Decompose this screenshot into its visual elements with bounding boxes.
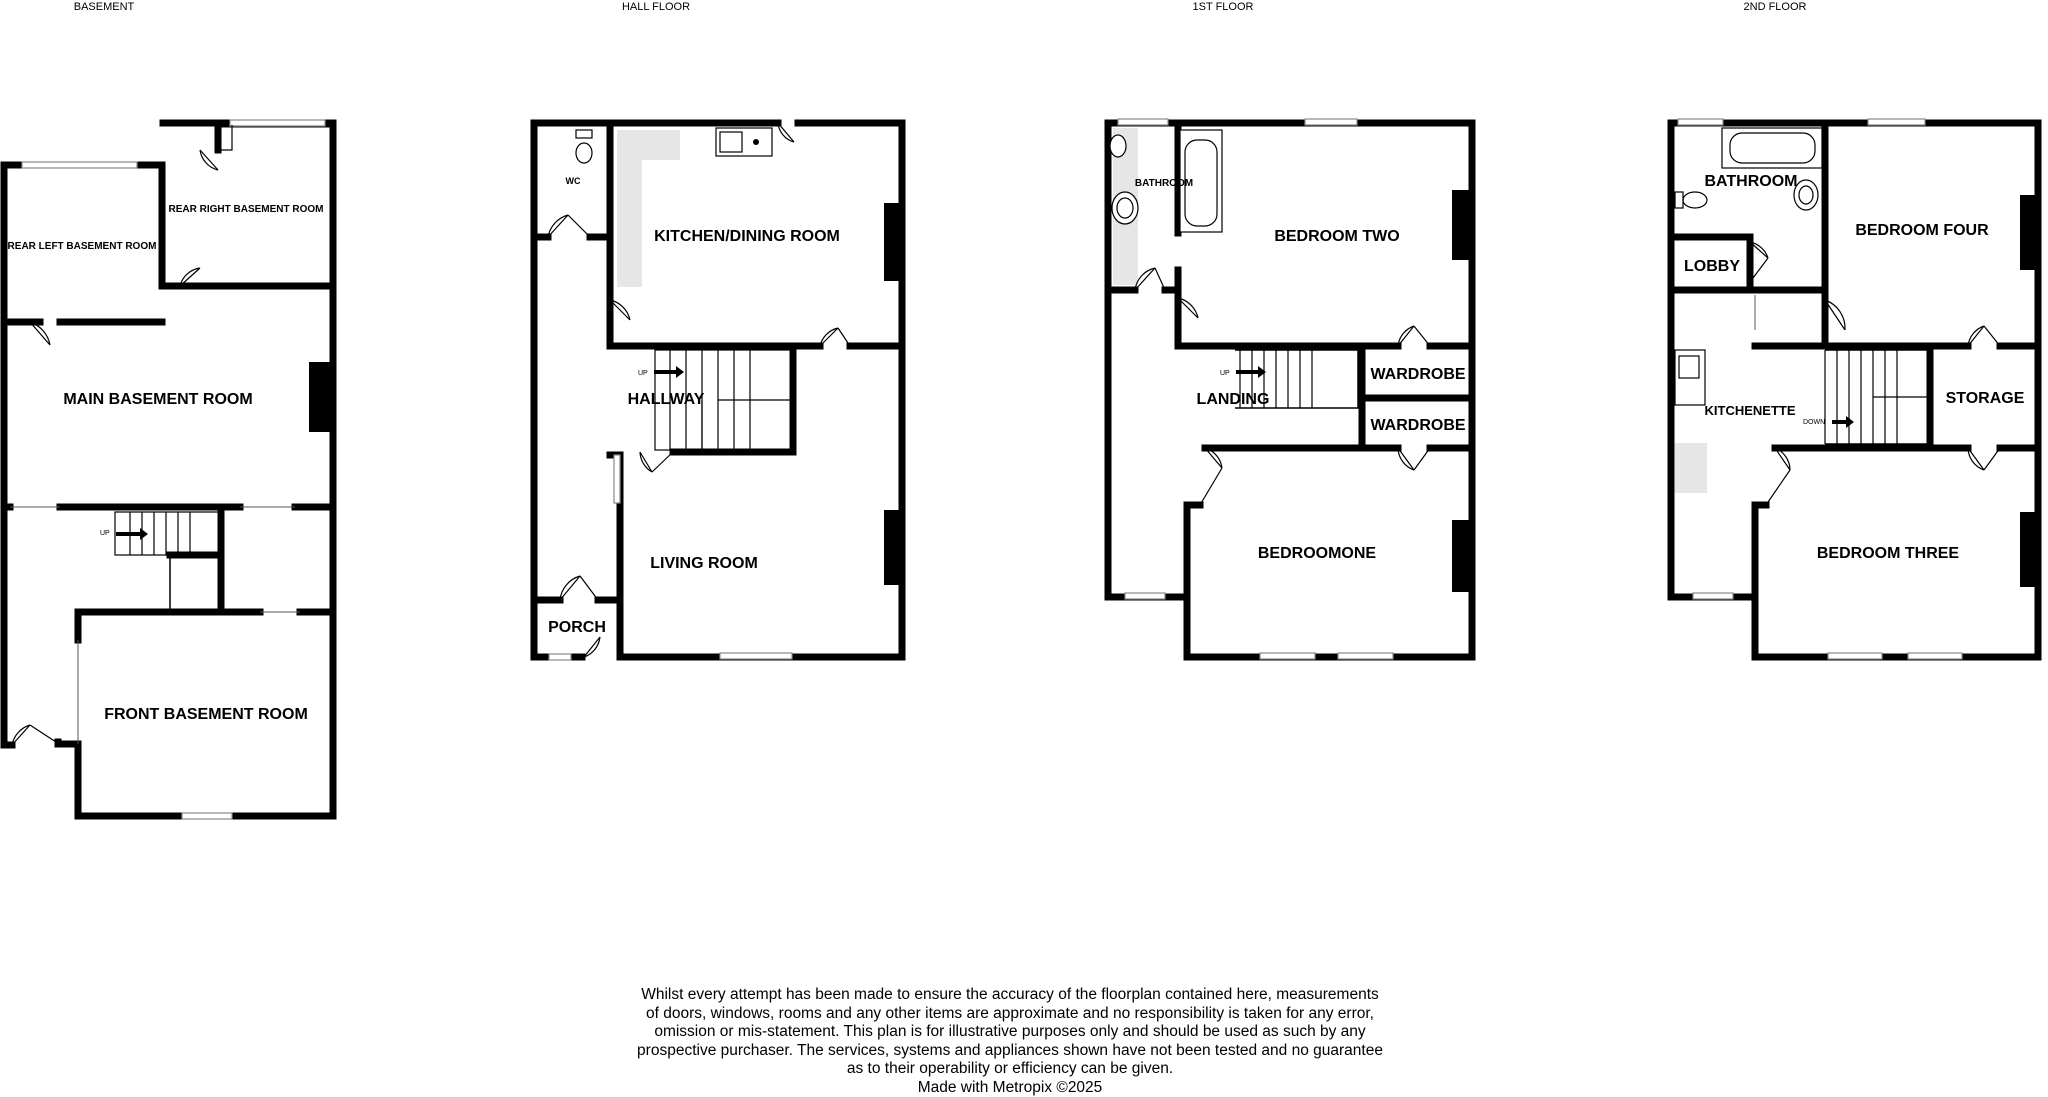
hall-stair-label: UP (638, 370, 648, 377)
basement-title: BASEMENT (74, 1, 135, 13)
landing-label: LANDING (1197, 391, 1270, 408)
bedroom-one-label: BEDROOMONE (1258, 545, 1377, 562)
hall-floor-title: HALL FLOOR (622, 1, 690, 13)
hallway-label: HALLWAY (628, 391, 705, 408)
bedroom-two-label: BEDROOM TWO (1274, 228, 1399, 245)
second-floor-plan (1671, 119, 2038, 659)
second-floor-stair-label: DOWN (1803, 419, 1825, 426)
storage-label: STORAGE (1946, 390, 2025, 407)
main-basement-room-label: MAIN BASEMENT ROOM (63, 391, 252, 408)
wardrobe-2-label: WARDROBE (1370, 417, 1465, 434)
disclaimer-line: Whilst every attempt has been made to ensure the accuracy of the floorplan contained here, measurements (560, 986, 1460, 1005)
wardrobe-1-label: WARDROBE (1370, 366, 1465, 383)
stairs-arrow-icon (654, 366, 684, 378)
bedroom-four-label: BEDROOM FOUR (1855, 222, 1989, 239)
front-basement-room-label: FRONT BASEMENT ROOM (104, 706, 308, 723)
first-floor-title: 1ST FLOOR (1193, 1, 1254, 13)
first-floor-plan (1108, 119, 1472, 659)
basement-plan (4, 120, 333, 819)
disclaimer-line: omission or mis-statement. This plan is for illustrative purposes only and should be used as such by any (560, 1023, 1460, 1042)
second-floor-title: 2ND FLOOR (1744, 1, 1807, 13)
rear-left-basement-room-label: REAR LEFT BASEMENT ROOM (8, 241, 157, 252)
stairs-arrow-icon (116, 528, 148, 540)
stairs-arrow-icon (1832, 416, 1854, 428)
rear-right-basement-room-label: REAR RIGHT BASEMENT ROOM (169, 204, 324, 215)
second-floor-stairs (1825, 350, 1930, 444)
second-floor-bathroom-label: BATHROOM (1704, 173, 1797, 190)
kitchen-dining-room-label: KITCHEN/DINING ROOM (654, 228, 840, 245)
disclaimer (560, 986, 1460, 1097)
made-with-credit: Made with Metropix ©2025 (560, 1079, 1460, 1097)
lobby-label: LOBBY (1684, 258, 1740, 275)
disclaimer-line: prospective purchaser. The services, systems and appliances shown have not been tested and no guarantee (560, 1042, 1460, 1061)
basement-stair-label: UP (100, 530, 110, 537)
first-floor-stair-label: UP (1220, 370, 1230, 377)
living-room-label: LIVING ROOM (650, 555, 758, 572)
hall-floor-plan (534, 123, 902, 660)
disclaimer-line: of doors, windows, rooms and any other items are approximate and no responsibility is taken for any error, (560, 1005, 1460, 1024)
bedroom-three-label: BEDROOM THREE (1817, 545, 1960, 562)
disclaimer-line: as to their operability or efficiency can be given. (560, 1060, 1460, 1079)
kitchenette-label: KITCHENETTE (1705, 403, 1796, 418)
first-floor-bathroom-label: BATHROOM (1135, 178, 1193, 189)
wc-label: WC (566, 176, 581, 186)
porch-label: PORCH (548, 619, 606, 636)
